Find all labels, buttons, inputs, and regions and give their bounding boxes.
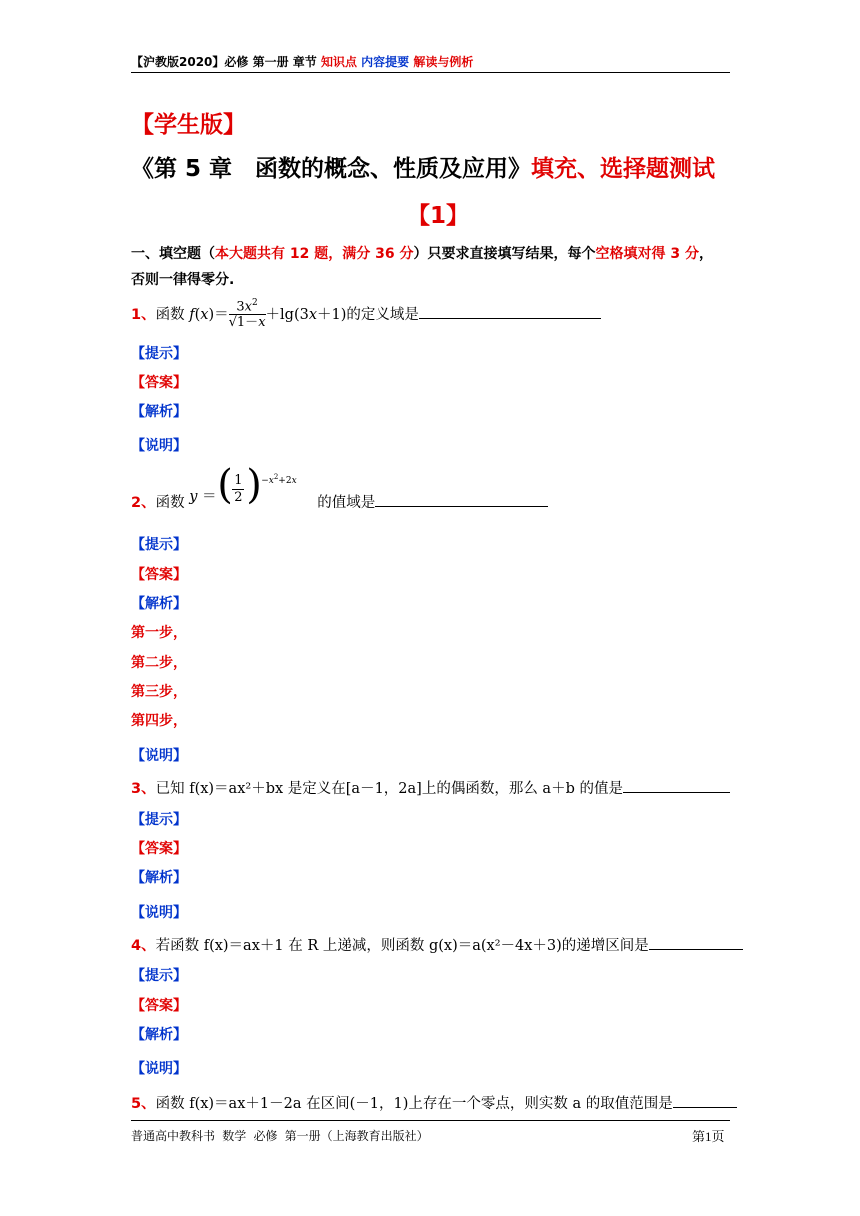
step-4: 第四步， [131,713,187,729]
section-line2: 否则一律得零分. [131,272,235,288]
q3-answer-label: 【答案】 [131,841,187,857]
question-3 [131,778,730,799]
q1-answer-label: 【答案】 [131,375,187,391]
header-analysis: 解读与例析 [413,55,474,69]
question-number: 4、 [131,938,156,954]
question-number: 2、 [131,495,156,511]
q1-hint-label: 【提示】 [131,346,187,362]
page-number: 第1页 [692,1129,725,1144]
test-name: 填充、选择题测试 [531,156,716,182]
question-4 [131,935,743,956]
question-number: 5、 [131,1096,156,1112]
running-header [131,53,473,70]
q3-hint-label: 【提示】 [131,812,187,828]
step-1: 第一步， [131,625,187,641]
chapter-title [131,150,715,183]
answer-blank[interactable] [419,304,601,319]
question-text: 已知 f(x)＝ax²＋bx 是定义在[a－1，2a]上的偶函数，那么 a＋b 的值是 [155,781,623,797]
q2-analysis-label: 【解析】 [131,596,187,612]
q4-hint-label: 【提示】 [131,968,187,984]
formula-2: y ＝ ( 1 2 ) $-x^2+2x$ [189,462,297,508]
q4-analysis-label: 【解析】 [131,1027,187,1043]
section-intro [131,241,731,293]
section-mid: ）只要求直接填写结果，每个 [413,246,596,262]
question-text: 函数 f(x)＝ax＋1－2a 在区间(－1，1)上存在一个零点，则实数 a 的取值范围是 [155,1096,673,1112]
header-summary: 内容提要 [361,55,410,69]
q1-analysis-label: 【解析】 [131,404,187,420]
section-end: ， [698,246,713,262]
question-1 [131,298,601,332]
header-rule [131,72,730,73]
edition-label: 【学生版】 [131,112,246,138]
q2-note-label: 【说明】 [131,748,187,764]
question-5 [131,1093,737,1114]
question-number: 1、 [131,307,156,324]
section-each: 空格填对得 3 分 [595,246,699,262]
question-number: 3、 [131,781,156,797]
footer-rule [131,1120,730,1121]
question-text-end: 的值域是 [317,495,376,511]
q2-hint-label: 【提示】 [131,537,187,553]
q4-note-label: 【说明】 [131,1061,187,1077]
section-score: 本大题共有 12 题，满分 36 分 [215,246,414,262]
q2-answer-label: 【答案】 [131,567,187,583]
header-book: 【沪教版2020】必修 第一册 章节 [131,55,317,69]
test-number: 【1】 [407,203,470,229]
q3-note-label: 【说明】 [131,905,187,921]
q1-note-label: 【说明】 [131,438,187,454]
question-2 [131,462,548,513]
chapter-name: 《第 5 章 函数的概念、性质及应用》 [131,156,532,182]
question-text-end: 的定义域是 [346,307,419,324]
q4-answer-label: 【答案】 [131,998,187,1014]
formula-1: f(x)＝ $\frac{3x^2}{√1-x}$ ＋lg(3x＋1) [189,298,347,331]
q3-analysis-label: 【解析】 [131,870,187,886]
question-text: 函数 [155,495,190,511]
step-3: 第三步， [131,684,187,700]
answer-blank[interactable] [649,935,743,950]
footer-source: 普通高中教科书 数学 必修 第一册（上海教育出版社） [131,1129,429,1143]
section-lead: 一、填空题（ [131,246,215,262]
step-2: 第二步， [131,655,187,671]
answer-blank[interactable] [375,492,548,507]
question-text: 函数 [155,307,190,324]
header-knowledge: 知识点 [320,55,357,69]
answer-blank[interactable] [673,1093,737,1108]
question-text: 若函数 f(x)＝ax＋1 在 R 上递减，则函数 g(x)＝a(x²－4x＋3)的递增区间是 [155,938,649,954]
answer-blank[interactable] [623,778,730,793]
